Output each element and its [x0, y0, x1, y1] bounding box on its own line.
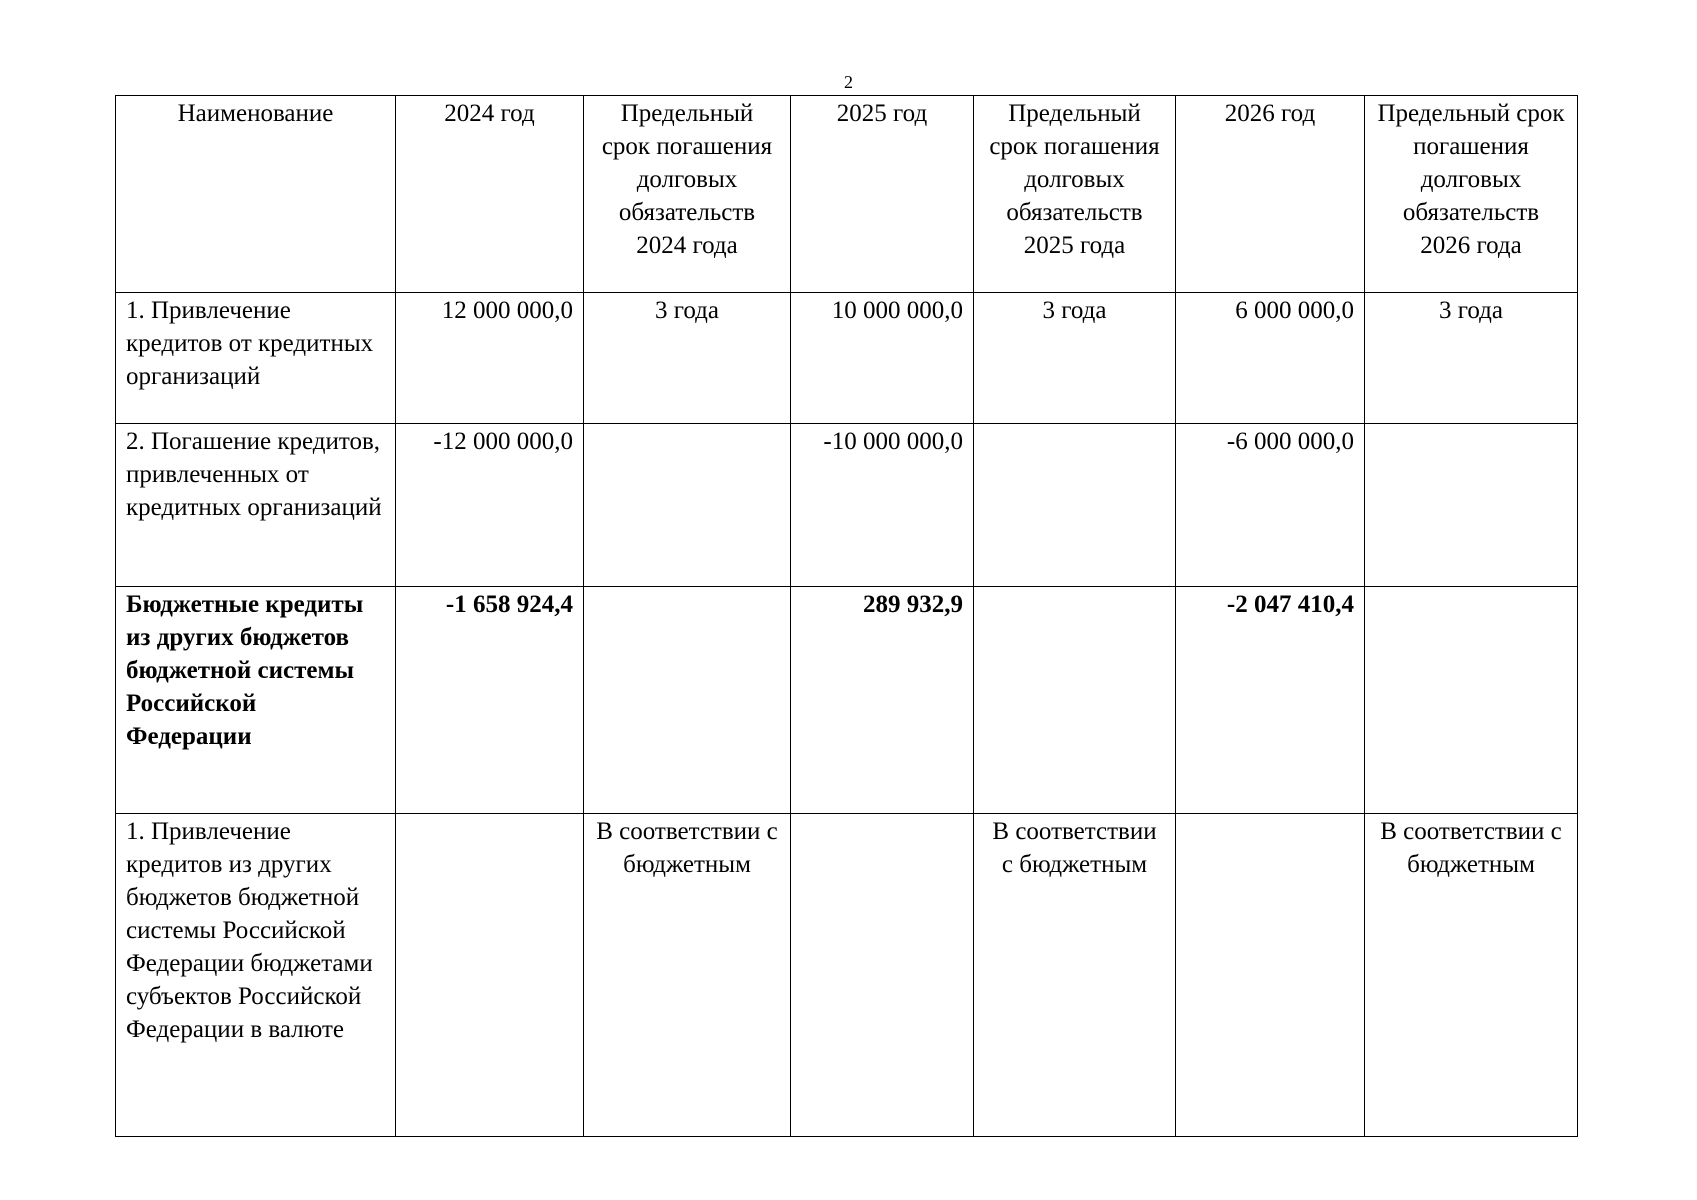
table-header-row: [116, 96, 1578, 293]
value-2024: -1 658 924,4: [396, 587, 584, 814]
row-name: 1. Привлечение кредитов от кредитных организаций: [116, 293, 396, 424]
table-row: [116, 293, 1578, 424]
value-2025: 289 932,9: [791, 587, 974, 814]
table-row: [116, 424, 1578, 587]
term-2025: В соответствии с бюджетным: [974, 814, 1176, 1137]
term-2026: [1365, 587, 1578, 814]
header-term-2025: Предельный срок погашения долговых обязательств 2025 года: [974, 96, 1176, 293]
term-2026: 3 года: [1365, 293, 1578, 424]
header-term-2024: Предельный срок погашения долговых обязательств 2024 года: [584, 96, 791, 293]
budget-sources-table: [115, 95, 1578, 1137]
value-2025: -10 000 000,0: [791, 424, 974, 587]
row-name: 2. Погашение кредитов, привлеченных от кредитных организаций: [116, 424, 396, 587]
term-2026: В соответствии с бюджетным: [1365, 814, 1578, 1137]
term-2024: [584, 587, 791, 814]
table-row: [116, 814, 1578, 1137]
value-2026: -6 000 000,0: [1176, 424, 1365, 587]
term-2025: [974, 587, 1176, 814]
value-2025: [791, 814, 974, 1137]
value-2026: 6 000 000,0: [1176, 293, 1365, 424]
term-2024: В соответствии с бюджетным: [584, 814, 791, 1137]
term-2024: [584, 424, 791, 587]
value-2024: [396, 814, 584, 1137]
term-2025: 3 года: [974, 293, 1176, 424]
value-2024: -12 000 000,0: [396, 424, 584, 587]
term-2025: [974, 424, 1176, 587]
page-number: 2: [844, 72, 853, 92]
header-term-2026: Предельный срок погашения долговых обязательств 2026 года: [1365, 96, 1578, 293]
value-2026: [1176, 814, 1365, 1137]
header-2026: 2026 год: [1176, 96, 1365, 293]
term-2026: [1365, 424, 1578, 587]
value-2024: 12 000 000,0: [396, 293, 584, 424]
term-2024: 3 года: [584, 293, 791, 424]
value-2026: -2 047 410,4: [1176, 587, 1365, 814]
header-name: Наименование: [116, 96, 396, 293]
header-2024: 2024 год: [396, 96, 584, 293]
row-name: 1. Привлечение кредитов из других бюджетов бюджетной системы Российской Федерации бюджетами субъектов Российской Федерации в валюте: [116, 814, 396, 1137]
value-2025: 10 000 000,0: [791, 293, 974, 424]
table-row-section: [116, 587, 1578, 814]
row-name: Бюджетные кредиты из других бюджетов бюджетной системы Российской Федерации: [116, 587, 396, 814]
header-2025: 2025 год: [791, 96, 974, 293]
